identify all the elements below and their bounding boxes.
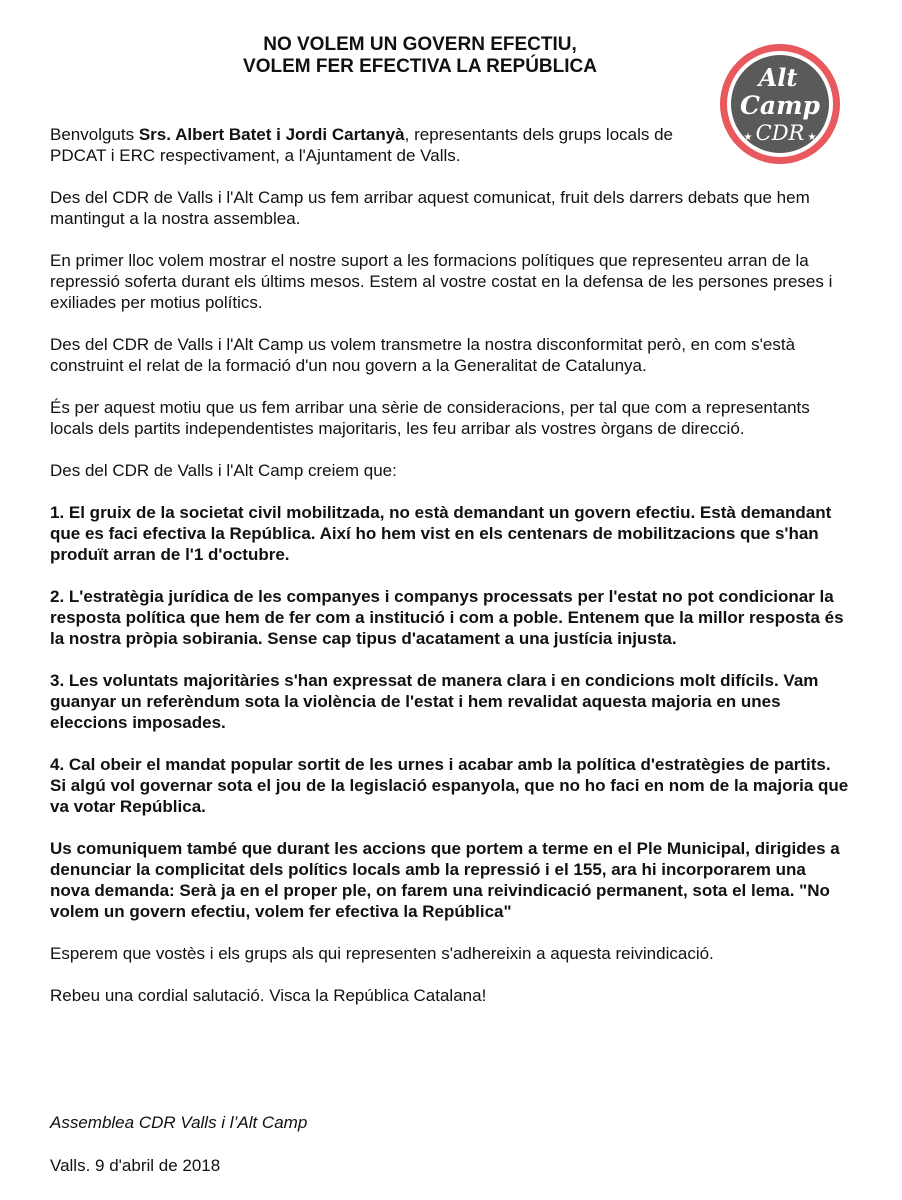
paragraph-3: Des del CDR de Valls i l'Alt Camp us volem transmetre la nostra disconformitat però, en com s'està construint el relat de la formació d'un nou govern a la Generalitat de Catalunya. <box>50 335 796 375</box>
point-1: 1. El gruix de la societat civil mobilitzada, no està demandant un govern efectiu. Està demandant que es faci efectiva la República. Així ho hem vist en els centenars de mobilitzacions que s'han produït arran de l'1 d'octubre. <box>50 503 832 564</box>
closing-paragraph: Rebeu una cordial salutació. Visca la República Catalana! <box>50 986 487 1005</box>
logo-star-right-icon: ★ <box>807 132 817 143</box>
point-3: 3. Les voluntats majoritàries s'han expressat de manera clara i en condicions molt difícils. Vam guanyar un referèndum sota la violència de l'estat i hem revalidat aquesta majoria en unes eleccions imposades. <box>50 671 819 732</box>
letter-body <box>50 124 850 1027</box>
title-line-1: NO VOLEM UN GOVERN EFECTIU, <box>263 34 577 55</box>
logo-star-left-icon: ★ <box>743 132 753 143</box>
point-4: 4. Cal obeir el mandat popular sortit de les urnes i acabar amb la política d'estratègies de partits. Si algú vol governar sota el jou de la legislació espanyola, que no ho faci en nom de la majoria que va votar República. <box>50 755 849 816</box>
greeting-prefix: Benvolguts <box>50 125 139 144</box>
logo-word-cdr: CDR <box>755 121 805 145</box>
paragraph-2: En primer lloc volem mostrar el nostre suport a les formacions polítiques que representeu arran de la repressió soferta durant els últims mesos. Estem al vostre costat en la defensa de les persones preses i exiliades per motius polítics. <box>50 251 833 312</box>
date-line: Valls. 9 d'abril de 2018 <box>50 1156 221 1175</box>
paragraph-1: Des del CDR de Valls i l'Alt Camp us fem arribar aquest comunicat, fruit dels darrers debats que hem mantingut a la nostra assemblea. <box>50 188 810 228</box>
greeting-paragraph <box>50 124 710 166</box>
hope-paragraph: Esperem que vostès i els grups als qui representen s'adhereixin a aquesta reivindicació. <box>50 944 714 963</box>
document-title <box>150 34 690 78</box>
point-2: 2. L'estratègia jurídica de les companyes i companys processats per l'estat no pot condicionar la resposta política que hem de fer com a institució i com a poble. Entenem que la millor resposta és la nostra pròpia sobirania. Sense cap tipus d'acatament a una justícia injusta. <box>50 587 844 648</box>
logo-word-camp: Camp <box>739 91 821 120</box>
paragraph-4: És per aquest motiu que us fem arribar una sèrie de consideracions, per tal que com a representants locals dels partits independentistes majoritaris, les feu arribar als vostres òrgans de direcció. <box>50 398 810 438</box>
paragraph-5: Des del CDR de Valls i l'Alt Camp creiem que: <box>50 461 397 480</box>
signature: Assemblea CDR Valls i l’Alt Camp <box>50 1113 308 1132</box>
logo-word-alt: Alt <box>758 63 798 92</box>
greeting-suffix: , representants dels grups locals de PDCAT i ERC respectivament, a l'Ajuntament de Valls. <box>50 125 674 165</box>
announcement-paragraph: Us comuniquem també que durant les accions que portem a terme en el Ple Municipal, dirigides a denunciar la complicitat dels polítics locals amb la repressió i el 155, ara hi incorporarem una nova demanda: Serà ja en el proper ple, on farem una reivindicació permanent, sota el lema. "No volem un govern efectiu, volem fer efectiva la República" <box>50 839 840 921</box>
greeting-names: Srs. Albert Batet i Jordi Cartanyà <box>138 125 405 144</box>
title-line-2: VOLEM FER EFECTIVA LA REPÚBLICA <box>243 56 597 77</box>
